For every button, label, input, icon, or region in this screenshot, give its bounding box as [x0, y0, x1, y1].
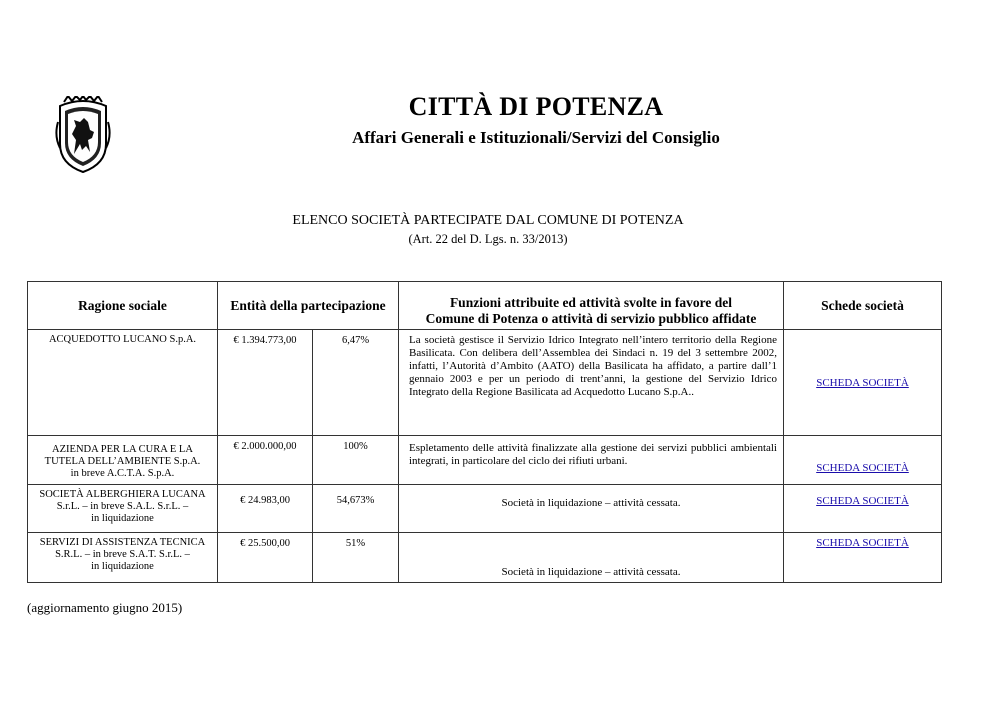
- participation-amount: € 24.983,00: [218, 485, 313, 533]
- table-row: [28, 485, 942, 533]
- scheda-societa-link[interactable]: SCHEDA SOCIETÀ: [816, 462, 909, 474]
- company-name: AZIENDA PER LA CURA E LA TUTELA DELL’AMBIENTE S.p.A. in breve A.C.T.A. S.p.A.: [28, 436, 218, 485]
- scheda-societa-link[interactable]: SCHEDA SOCIETÀ: [816, 376, 909, 389]
- participation-percent: 6,47%: [313, 330, 399, 436]
- participation-percent: 100%: [313, 436, 399, 485]
- update-note: (aggiornamento giugno 2015): [27, 600, 183, 615]
- page-subtitle: Affari Generali e Istituzionali/Servizi del Consiglio: [352, 128, 720, 147]
- header-schede: Schede società: [784, 282, 942, 330]
- scheda-cell: [784, 533, 942, 583]
- scheda-societa-link[interactable]: SCHEDA SOCIETÀ: [816, 537, 909, 549]
- company-name: SERVIZI DI ASSISTENZA TECNICA S.R.L. – in breve S.A.T. S.r.L. – in liquidazione: [28, 533, 218, 583]
- company-description: Espletamento delle attività finalizzate alla gestione dei servizi pubblici ambientali integrati, in particolare del ciclo dei rifiuti urbani.: [399, 436, 784, 485]
- table-row: [28, 533, 942, 583]
- participation-percent: 54,673%: [313, 485, 399, 533]
- participation-amount: € 25.500,00: [218, 533, 313, 583]
- company-description: Società in liquidazione – attività cessata.: [399, 533, 784, 583]
- scheda-cell: [784, 436, 942, 485]
- company-name: ACQUEDOTTO LUCANO S.p.A.: [28, 330, 218, 436]
- company-description: Società in liquidazione – attività cessata.: [399, 485, 784, 533]
- table-row: [28, 330, 942, 436]
- header-entita: Entità della partecipazione: [218, 282, 399, 330]
- table-row: [28, 436, 942, 485]
- document-heading: ELENCO SOCIETÀ PARTECIPATE DAL COMUNE DI POTENZA: [292, 213, 684, 228]
- company-description: La società gestisce il Servizio Idrico Integrato nell’intero territorio della Regione Basilicata. Con delibera dell’Assemblea dei Sindaci n. 19 del 3 settembre 2002, infatti, l’Autorità d’Ambito (AATO) della Basilicata ha affidato, a partire dall’1 gennaio 2003 e per un periodo di trent’anni, la gestione del Servizio Idrico Integrato della Regione Basilicata ad Acquedotto Lucano S.p.A..: [399, 330, 784, 436]
- participation-amount: € 1.394.773,00: [218, 330, 313, 436]
- document-reference: (Art. 22 del D. Lgs. n. 33/2013): [408, 232, 568, 246]
- scheda-cell: [784, 485, 942, 533]
- participation-amount: € 2.000.000,00: [218, 436, 313, 485]
- participation-percent: 51%: [313, 533, 399, 583]
- scheda-societa-link[interactable]: SCHEDA SOCIETÀ: [816, 495, 909, 507]
- scheda-cell: [784, 330, 942, 436]
- table-header-row: [28, 282, 942, 330]
- companies-table: [27, 281, 942, 583]
- company-name: SOCIETÀ ALBERGHIERA LUCANA S.r.L. – in breve S.A.L. S.r.L. – in liquidazione: [28, 485, 218, 533]
- header-ragione-sociale: Ragione sociale: [28, 282, 218, 330]
- header-funzioni: Funzioni attribuite ed attività svolte in favore del Comune di Potenza o attività di servizio pubblico affidate: [399, 282, 784, 330]
- page-title: CITTÀ DI POTENZA: [408, 92, 664, 121]
